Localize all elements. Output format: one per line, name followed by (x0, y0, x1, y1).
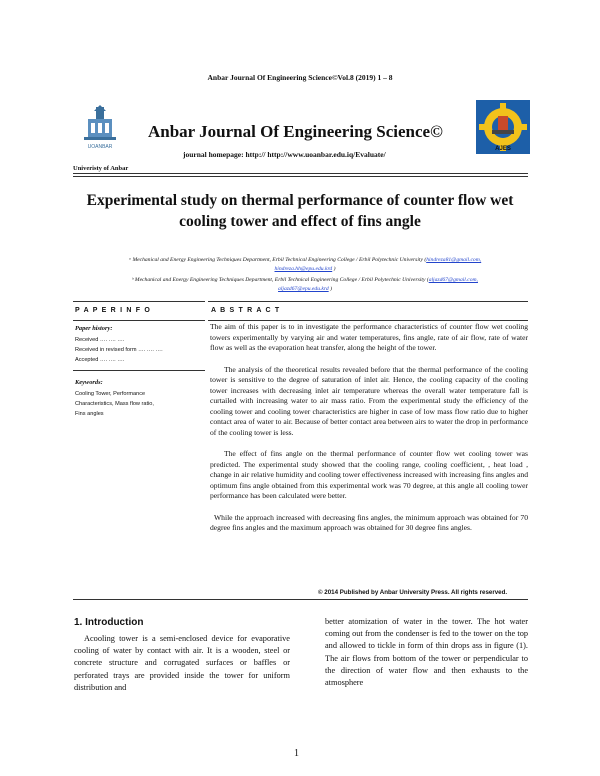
abstract-paragraph-2: The analysis of the theoretical results revealed before that the thermal performance of the cooling tower is sensitive to the degree of saturation of inlet air. Hence, the cooling capacity of the cooling tower increases with decreasing inlet air temperature whereas the overall water temperature fall is curtailed with increasing water to air mass ratio. From the experimental study the efficiency of the cooling tower and cooling tower characteristics are higher in case of low mass flow ratio due to higher contact area of water to air. Because of better contact area between airs to water the drop in performance of the cooling tower is less. (210, 364, 528, 437)
paper-info-heading: P A P E R I N F O (75, 307, 152, 314)
abstract-bottom-rule (73, 599, 528, 600)
abstract-heading: A B S T R A C T (211, 307, 281, 314)
affiliation-b-close: ) (330, 286, 332, 292)
abstract-top-rule (208, 301, 528, 302)
affiliation-b (70, 276, 540, 294)
university-label: Univeristy of Anbar (73, 165, 129, 172)
history-accepted: Accepted …. …. …. (75, 357, 125, 363)
running-head: Anbar Journal Of Engineering Science©Vol.8 (2019) 1 – 8 (207, 73, 393, 82)
keyword-line-2: Characteristics, Mass flow ratio, (75, 401, 154, 407)
paper-info-mid-rule (73, 320, 205, 321)
paper-history-label: Paper history: (75, 325, 113, 332)
affiliation-b-text: ᵇ Mechanical and Energy Engineering Techniques Department, Erbil Technical Engineering College / Erbil Polytechnic University ( (132, 277, 429, 283)
title-line-1: Experimental study on thermal performance of counter flow wet (86, 192, 514, 209)
intro-right-column: better atomization of water in the tower. The hot water coming out from the condenser is fed to the tower on the top and allowed to tickle in form of thin drops ass in figure (1). The air flows from bottom of the tower or perpendicular to the direction of water flow and then exhausts to the atmosphere (325, 617, 528, 688)
abstract-paragraph-1: The aim of this paper is to in investigate the performance characteristics of counter flow wet cooling towers experimentally by varying air and water temperatures, fins angle, rate of air flow, rate of water flow as well as the evaporation heat transfer, along the height of the tower. (210, 322, 528, 352)
abstract-paragraph-3: The effect of fins angle on the thermal performance of counter flow wet cooling tower was predicted. The experimental study showed that the cooling range, cooling coefficient, , heat load , change in air relative humidity and cooling tower effectiveness increased with increasing fins angles and optimum fins angle obtained from this experimental work was 70 degree, at this angle all cooling tower performance has been calculated were better. (210, 449, 528, 500)
journal-homepage[interactable]: journal homepage: http:// http://www.uoanbar.edu.iq/Evaluate/ (183, 150, 386, 159)
affiliation-b-email-2[interactable]: aljazd67@epu.edu.krd (278, 286, 329, 292)
paper-info-top-rule (73, 301, 205, 302)
university-logo (80, 105, 120, 151)
affiliation-a-close: ) (333, 266, 336, 272)
journal-name: Anbar Journal Of Engineering Science© (148, 122, 443, 141)
paper-title (60, 190, 540, 232)
keywords-rule (73, 370, 205, 371)
introduction-heading: 1. Introduction (74, 617, 144, 628)
header-rule-2 (73, 176, 528, 177)
abstract-body (210, 322, 528, 534)
keywords-label: Keywords: (75, 379, 103, 386)
header-rule (73, 173, 528, 174)
abstract-mid-rule (208, 320, 528, 321)
copyright-notice: © 2014 Published by Anbar University Press. All rights reserved. (318, 589, 508, 596)
history-revised: Received in revised form …. …. …. (75, 347, 163, 353)
svg-text:AJES: AJES (495, 146, 511, 152)
affiliation-a (70, 256, 540, 274)
history-received: Received …. …. …. (75, 337, 125, 343)
abstract-paragraph-4: While the approach increased with decreasing fins angles, the minimum approach was obtained for 70 degree fins angles and the maximum approach was obtained for 30 degree fins angles. (210, 512, 528, 532)
title-line-2: cooling tower and effect of fins angle (179, 213, 421, 230)
svg-text:UOANBAR: UOANBAR (87, 144, 113, 150)
journal-logo (476, 100, 530, 154)
intro-left-column: Acooling tower is a semi-enclosed device for evaporative cooling of water by contact with air. It is a wooden, steel or concrete structure and corrugated surfaces or baffles or perforated trays are provided inside the tower for uniform distribution and (74, 634, 290, 692)
keyword-line-1: Cooling Tower, Performance (75, 391, 146, 397)
page-number: 1 (294, 748, 299, 759)
keyword-line-3: Fins angles (75, 411, 104, 417)
affiliation-a-email-1[interactable]: hindreza81@gmail.com, (426, 257, 482, 263)
affiliation-a-text: ᵃ Mechanical and Energy Engineering Techniques Department, Erbil Technical Engineering College / Erbil Polytechnic University ( (128, 257, 427, 263)
affiliation-b-email-1[interactable]: aljazd67@gmail.com, (428, 277, 478, 283)
affiliation-a-email-2[interactable]: hindreza.hh@epu.edu.krd (274, 266, 333, 272)
